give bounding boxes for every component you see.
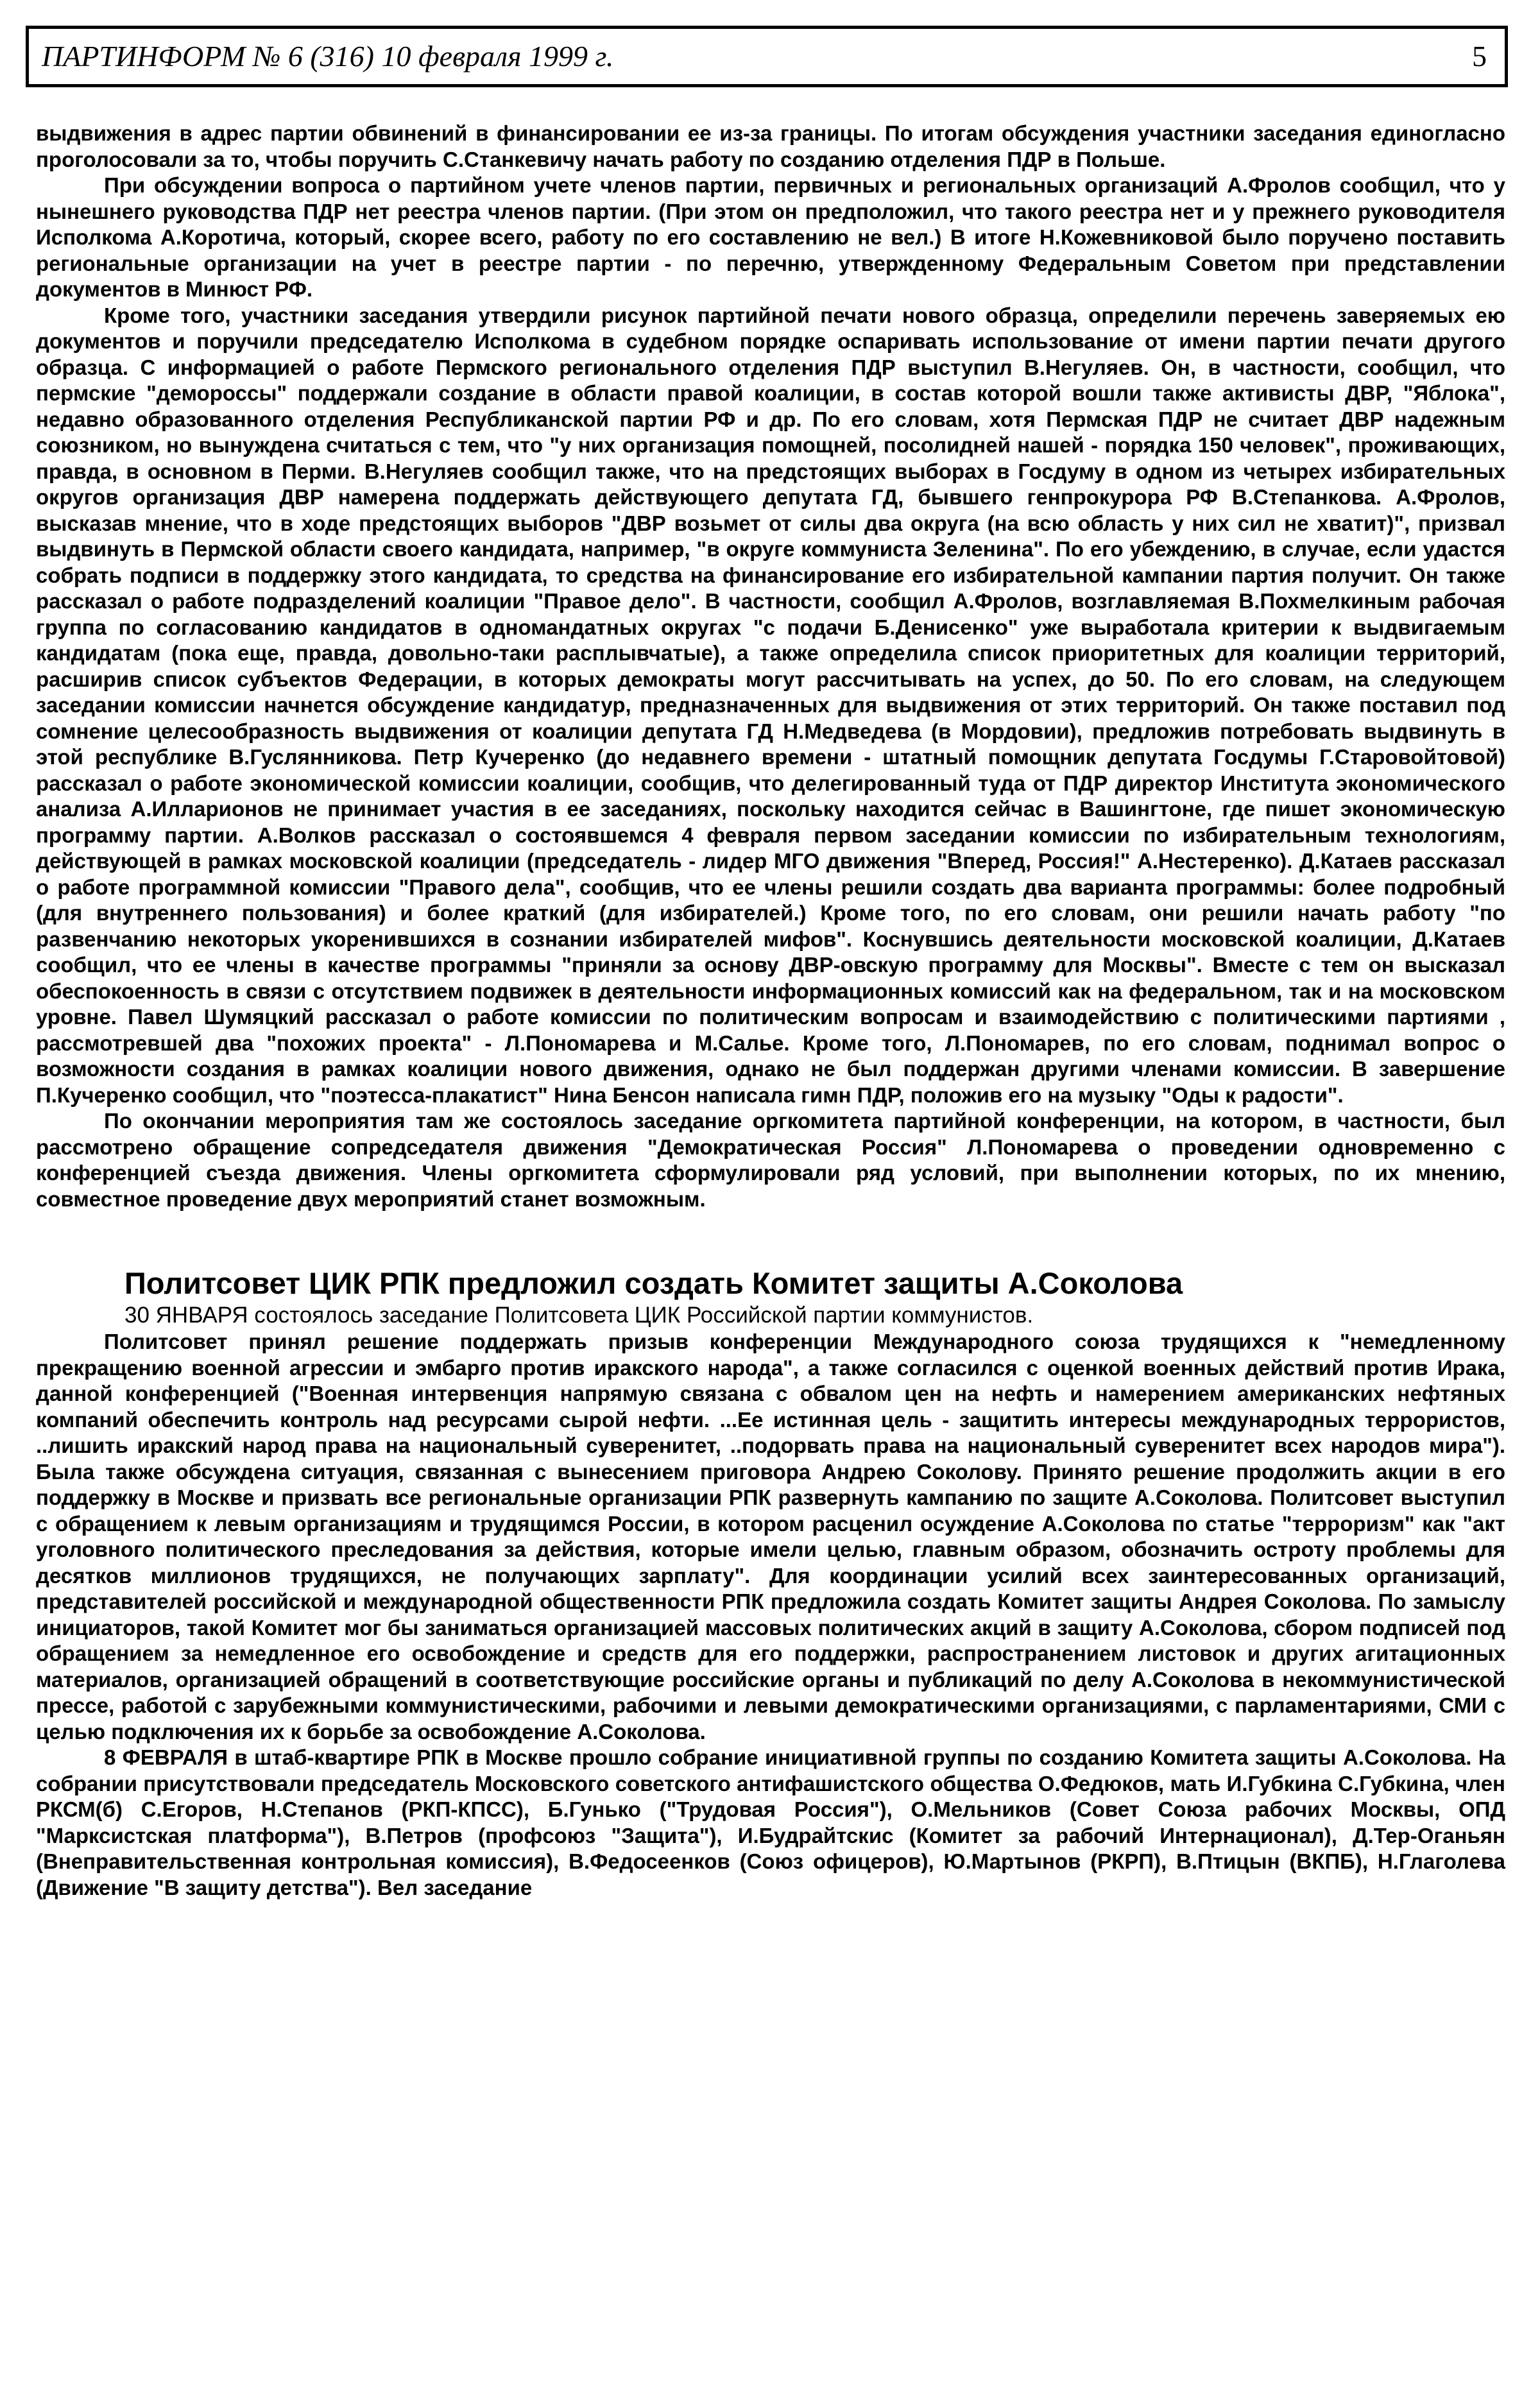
page-body: [36, 121, 1505, 1901]
page-number: 5: [1472, 40, 1487, 73]
article-paragraph: Политсовет принял решение поддержать призыв конференции Международного союза трудящихся к "немедленному прекращению военной агрессии и эмбарго против иракского народа", а также согласился с оценкой военных действий против Ирака, данной конференцией ("Военная интервенция напрямую связана с обвалом цен на нефть и намерением американских нефтяных компаний обеспечить контроль над ресурсами сырой нефти. ...Ее истинная цель - защитить интересы международных террористов, ..лишить иракский народ права на национальный суверенитет, ..подорвать права на национальный суверенитет всех народов мира"). Была также обсуждена ситуация, связанная с вынесением приговора Андрею Соколову. Принято решение продолжить акции в его поддержку в Москве и призвать все региональные организации РПК развернуть кампанию по защите А.Соколова. Политсовет выступил с обращением к левым организациям и трудящимся России, в котором расценил осуждение А.Соколова по статье "терроризм" как "акт уголовного политического преследования за действия, которые имели целью, главным образом, обозначить остроту проблемы для десятков миллионов трудящихся, не получающих зарплату". Для координации усилий всех заинтересованных организаций, представителей российской и международной общественности РПК предложила создать Комитет защиты Андрея Соколова. По замыслу инициаторов, такой Комитет мог бы заниматься организацией массовых политических акций в защиту А.Соколова, сбором подписей под обращением за немедленное его освобождение и средств для его поддержки, распространением листовок и других агитационных материалов, организацией обращений в соответствующие российские органы и публикаций по делу А.Соколова в некоммунистической прессе, работой с зарубежными коммунистическими, рабочими и левыми демократическими организациями, с парламентариями, СМИ с целью подключения их к борьбе за освобождение А.Соколова.: [36, 1330, 1505, 1744]
article-paragraph: При обсуждении вопроса о партийном учете членов партии, первичных и региональных организаций А.Фролов сообщил, что у нынешнего руководства ПДР нет реестра членов партии. (При этом он предположил, что такого реестра нет и у прежнего руководителя Исполкома А.Коротича, который, скорее всего, работу по его составлению не вел.) В итоге Н.Кожевниковой было поручено поставить региональные организации на учет в реестре партии - по перечню, утвержденному Федеральным Советом при представлении документов в Минюст РФ.: [36, 173, 1505, 301]
article-headline: Политсовет ЦИК РПК предложил создать Комитет защиты А.Соколова: [124, 1266, 1183, 1300]
article-continuation: [36, 121, 1505, 1212]
article-paragraph: выдвижения в адрес партии обвинений в финансировании ее из-за границы. По итогам обсуждения участники заседания единогласно проголосовали за то, чтобы поручить С.Станкевичу начать работу по созданию отделения ПДР в Польше.: [36, 121, 1505, 171]
page-header: [26, 26, 1508, 87]
article-rpk-politsovet: [36, 1265, 1505, 1901]
section-spacer: [36, 1212, 1505, 1265]
article-paragraph: По окончании мероприятия там же состоялось заседание оргкомитета партийной конференции, на котором, в частности, был рассмотрено обращение сопредседателя движения "Демократическая Россия" Л.Пономарева о проведении одновременно с конференцией съезда движения. Члены оргкомитета сформулировали ряд условий, при выполнении которых, по их мнению, совместное проведение двух мероприятий станет возможным.: [36, 1109, 1505, 1211]
publication-title: ПАРТИНФОРМ № 6 (316) 10 февраля 1999 г.: [42, 40, 614, 73]
article-paragraph: Кроме того, участники заседания утвердили рисунок партийной печати нового образца, определили перечень заверяемых ею документов и поручили председателю Исполкома в судебном порядке оспаривать использование от имени партии печати другого образца. С информацией о работе Пермского регионального отделения ПДР выступил В.Негуляев. Он, в частности, сообщил, что пермские "демороссы" поддержали создание в области правой коалиции, в состав которой вошли также активисты ДВР, "Яблока", недавно образованного отделения Республиканской партии РФ и др. По его словам, хотя Пермская ПДР не считает ДВР надежным союзником, но вынуждена считаться с тем, что "у них организация помощней, посолидней нашей - порядка 150 человек", проживающих, правда, в основном в Перми. В.Негуляев сообщил также, что на предстоящих выборах в Госдуму в одном из четырех избирательных округов организация ДВР намерена поддержать действующего депутата ГД, бывшего генпрокурора РФ В.Степанкова. А.Фролов, высказав мнение, что в ходе предстоящих выборов "ДВР возьмет от силы два округа (на всю область у них сил не хватит)", призвал выдвинуть в Пермской области своего кандидата, например, "в округе коммуниста Зеленина". По его убеждению, в случае, если удастся собрать подписи в поддержку этого кандидата, то средства на финансирование его избирательной кампании партия получит. Он также рассказал о работе подразделений коалиции "Правое дело". В частности, сообщил А.Фролов, возглавляемая В.Похмелкиным рабочая группа по согласованию кандидатов в одномандатных округах "с подачи Б.Денисенко" уже выработала критерии к выдвигаемым кандидатам (пока еще, правда, довольно-таки расплывчатые), а также определила список приоритетных для коалиции территорий, расширив список субъектов Федерации, в которых демократы могут рассчитывать на успех, до 50. По его словам, на следующем заседании комиссии начнется обсуждение кандидатур, предназначенных для выдвижения от этих территорий. Он также поставил под сомнение целесообразность выдвижения от коалиции депутата ГД Н.Медведева (в Мордовии), предложив потребовать выдвинуть в этой республике В.Гуслянникова. Петр Кучеренко (до недавнего времени - штатный помощник депутата Госдумы Г.Старовойтовой) рассказал о работе экономической комиссии коалиции, сообщив, что делегированный туда от ПДР директор Института экономического анализа А.Илларионов не принимает участия в ее заседаниях, поскольку находится сейчас в Вашингтоне, где пишет экономическую программу партии. А.Волков рассказал о состоявшемся 4 февраля первом заседании комиссии по избирательным технологиям, действующей в рамках московской коалиции (председатель - лидер МГО движения "Вперед, Россия!" А.Нестеренко). Д.Катаев рассказал о работе программной комиссии "Правого дела", сообщив, что ее члены решили создать два варианта программы: более подробный (для внутреннего пользования) и более краткий (для избирателей.) Кроме того, по его словам, они решили начать работу "по развенчанию некоторых укоренившихся в сознании избирателей мифов". Коснувшись деятельности московской коалиции, Д.Катаев сообщил, что ее члены в качестве программы "приняли за основу ДВР-овскую программу для Москвы". Вместе с тем он высказал обеспокоенность в связи с отсутствием подвижек в деятельности информационных комиссий как на федеральном, так и на московском уровне. Павел Шумяцкий рассказал о работе комиссии по политическим вопросам и взаимодействию с политическими партиями , рассмотревшей два "похожих проекта" - Л.Пономарева и М.Салье. Кроме того, Л.Пономарев, по его словам, поднимал вопрос о возможности создания в рамках коалиции нового движения, однако не был поддержан другими членами комиссии. В завершение П.Кучеренко сообщил, что "поэтесса-плакатист" Нина Бенсон написала гимн ПДР, положив его на музыку "Оды к радости".: [36, 303, 1505, 1107]
article-paragraph: 8 ФЕВРАЛЯ в штаб-квартире РПК в Москве прошло собрание инициативной группы по созданию Комитета защиты А.Соколова. На собрании присутствовали председатель Московского советского антифашистского общества О.Федюков, мать И.Губкина С.Губкина, член РКСМ(б) С.Егоров, Н.Степанов (РКП-КПСС), Б.Гунько ("Трудовая Россия"), О.Мельников (Совет Союза рабочих Москвы, ОПД "Марксистская платформа"), В.Петров (профсоюз "Защита"), И.Будрайтскис (Комитет за рабочий Интернационал), Д.Тер-Оганьян (Внеправительственная контрольная комиссия), В.Федосеенков (Союз офицеров), Ю.Мартынов (РКРП), В.Птицын (ВКПБ), Н.Глаголева (Движение "В защиту детства"). Вел заседание: [36, 1745, 1505, 1899]
article-lead: 30 ЯНВАРЯ состоялось заседание Политсовета ЦИК Российской партии коммунистов.: [124, 1303, 1034, 1328]
newspaper-page: [26, 26, 1514, 2355]
